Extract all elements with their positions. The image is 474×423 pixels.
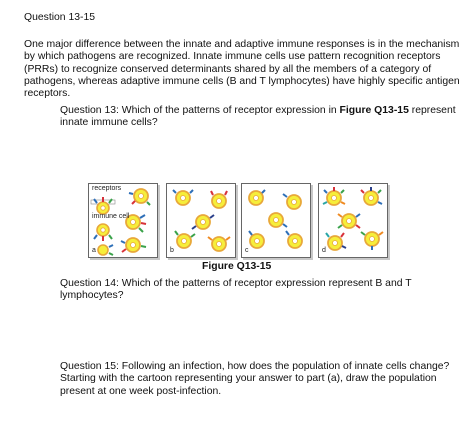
immune-cell bbox=[283, 194, 301, 209]
question-15: Question 15: Following an infection, how does the population of innate cells change? Starting with the cartoon representing your answer to part (a), draw the population present at one week post-infection. bbox=[60, 361, 450, 397]
figure-panel-d bbox=[318, 183, 388, 258]
legend-receptors-label: receptors bbox=[92, 185, 122, 192]
immune-cell bbox=[175, 231, 195, 248]
immune-cell bbox=[323, 187, 345, 205]
immune-cell bbox=[121, 238, 146, 252]
figure-panel-a bbox=[88, 183, 158, 258]
immune-cell bbox=[208, 237, 230, 251]
panel-d-illustration bbox=[319, 184, 389, 259]
panel-b-label: b bbox=[170, 247, 174, 254]
panel-a-illustration bbox=[89, 184, 159, 259]
panel-c-label: c bbox=[245, 247, 249, 254]
immune-cell bbox=[94, 224, 112, 241]
immune-cell bbox=[249, 231, 264, 248]
panel-d-label: d bbox=[322, 247, 326, 254]
immune-cell bbox=[361, 187, 382, 205]
immune-cell bbox=[286, 231, 302, 248]
panel-c-illustration bbox=[242, 184, 312, 259]
immune-cell bbox=[211, 191, 227, 208]
immune-cell bbox=[94, 197, 112, 214]
immune-cell bbox=[192, 215, 214, 229]
legend-immune-cell-label: immune cell bbox=[92, 213, 130, 220]
intro-paragraph: One major difference between the innate and adaptive immune responses is in the mechanism by which pathogens are recognized. Innate immune cells use pattern recognition receptors (PRRs) to recognize conserved determinants shared by all the members of a category of pathogens, whereas adaptive immune cells (B and T lymphocytes) have highly specific antigen receptors. bbox=[24, 39, 460, 100]
q13-text: Question 13: Which of the patterns of receptor expression in bbox=[60, 105, 340, 116]
immune-cell bbox=[98, 245, 113, 255]
immune-cell bbox=[173, 190, 193, 205]
figure-panel-c bbox=[241, 183, 311, 258]
immune-cell bbox=[361, 232, 383, 250]
panel-b-illustration bbox=[167, 184, 237, 259]
panel-a-label: a bbox=[92, 247, 96, 254]
immune-cell bbox=[129, 189, 150, 205]
immune-cell bbox=[249, 190, 265, 205]
question-13 bbox=[60, 105, 460, 130]
figure-caption: Figure Q13-15 bbox=[202, 261, 272, 272]
figure-panel-b bbox=[166, 183, 236, 258]
question-heading: Question 13-15 bbox=[24, 12, 96, 23]
immune-cell bbox=[269, 213, 287, 227]
question-14: Question 14: Which of the patterns of receptor expression represent B and T lymphocytes? bbox=[60, 278, 412, 302]
immune-cell bbox=[338, 214, 360, 228]
q13-figure-reference: Figure Q13-15 bbox=[339, 105, 409, 116]
immune-cell bbox=[326, 233, 346, 250]
q13-text-end: represent innate immune cells? bbox=[60, 105, 456, 129]
